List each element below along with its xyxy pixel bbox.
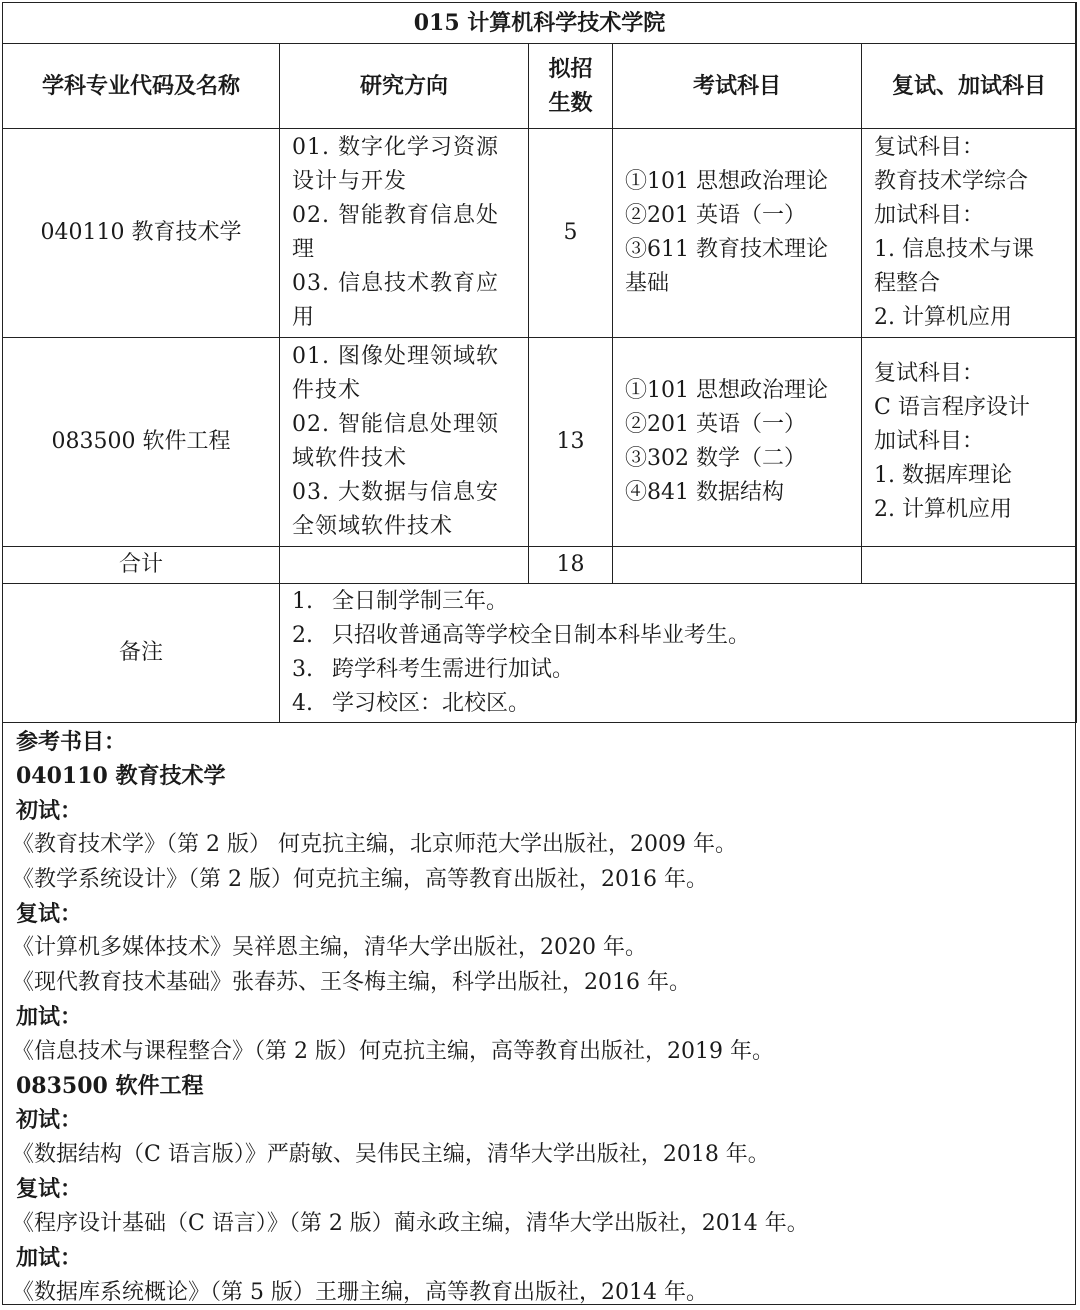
direction-line: 域软件技术 [292, 446, 408, 471]
reference-book: 《计算机多媒体技术》吴祥恩主编，清华大学出版社，2020 年。 [12, 935, 647, 961]
retest-line: C 语言程序设计 [874, 395, 1030, 420]
note-number: 3. [292, 657, 313, 682]
retest-line: 1. 数据库理论 [874, 463, 1012, 488]
exam-cell [613, 338, 862, 547]
note-text: 跨学科考生需进行加试。 [332, 657, 575, 682]
retest-line: 2. 计算机应用 [874, 305, 1012, 330]
notes-row [3, 584, 1077, 723]
exam-line: ②201 英语（一） [625, 412, 806, 437]
notes-content [280, 584, 1077, 723]
direction-line: 设计与开发 [292, 169, 408, 194]
note-text: 全日制学制三年。 [332, 589, 509, 614]
header-quota-line2: 生数 [548, 90, 593, 116]
direction-line: 01. 图像处理领域软 [292, 344, 499, 369]
exam-line: ①101 思想政治理论 [625, 378, 828, 403]
table-title: 015 计算机科学技术学院 [3, 3, 1077, 44]
direction-line: 03. 大数据与信息安 [292, 480, 499, 505]
reference-subheading: 加试： [16, 1004, 83, 1031]
reference-subheading: 复试： [16, 901, 83, 928]
direction-line: 全领域软件技术 [292, 514, 454, 539]
retest-line: 2. 计算机应用 [874, 497, 1012, 522]
exam-cell [613, 129, 862, 338]
reference-subheading: 复试： [16, 1176, 83, 1203]
note-text: 学习校区：北校区。 [332, 691, 531, 716]
direction-line: 03. 信息技术教育应 [292, 271, 499, 296]
notes-label: 备注 [3, 584, 280, 723]
admission-table [2, 2, 1077, 723]
reference-subheading: 加试： [16, 1245, 83, 1272]
reference-list [12, 759, 1076, 1310]
retest-line: 复试科目： [874, 135, 985, 160]
major-cell: 040110 教育技术学 [3, 129, 280, 338]
header-direction: 研究方向 [280, 44, 529, 129]
reference-book: 《数据结构（C 语言版）》严蔚敏、吴伟民主编，清华大学出版社，2018 年。 [12, 1141, 770, 1167]
reference-subheading: 初试： [16, 797, 83, 824]
direction-cell [280, 129, 529, 338]
note-number: 2. [292, 623, 313, 648]
retest-cell [862, 129, 1077, 338]
retest-line: 加试科目： [874, 429, 985, 454]
retest-line: 教育技术学综合 [874, 169, 1029, 194]
reference-book: 《程序设计基础（C 语言）》（第 2 版）蔺永政主编，清华大学出版社，2014 年。 [12, 1210, 809, 1236]
reference-book: 《现代教育技术基础》张春苏、王冬梅主编，科学出版社，2016 年。 [12, 969, 691, 995]
retest-line: 1. 信息技术与课 [874, 237, 1034, 262]
total-quota: 18 [529, 547, 613, 584]
exam-line: ①101 思想政治理论 [625, 169, 828, 194]
major-cell: 083500 软件工程 [3, 338, 280, 547]
exam-line: ④841 数据结构 [625, 480, 784, 505]
direction-line: 02. 智能信息处理领 [292, 412, 499, 437]
reference-book: 《信息技术与课程整合》（第 2 版）何克抗主编，高等教育出版社，2019 年。 [12, 1038, 774, 1064]
table-row [3, 129, 1077, 338]
note-text: 只招收普通高等学校全日制本科毕业考生。 [332, 623, 751, 648]
direction-line: 件技术 [292, 378, 362, 403]
reference-subheading: 初试： [16, 1107, 83, 1134]
quota-cell: 13 [529, 338, 613, 547]
reference-book: 《教育技术学》（第 2 版） 何克抗主编，北京师范大学出版社，2009 年。 [12, 832, 737, 858]
reference-book: 《教学系统设计》（第 2 版）何克抗主编，高等教育出版社，2016 年。 [12, 866, 708, 892]
reference-subheading: 083500 软件工程 [16, 1073, 204, 1100]
total-row [3, 547, 1077, 584]
total-empty-direction [280, 547, 529, 584]
retest-line: 加试科目： [874, 203, 985, 228]
direction-line: 01. 数字化学习资源 [292, 135, 499, 160]
reference-book: 《数据库系统概论》（第 5 版）王珊主编，高等教育出版社，2014 年。 [12, 1279, 708, 1305]
note-item [292, 687, 1066, 721]
quota-cell: 5 [529, 129, 613, 338]
direction-cell [280, 338, 529, 547]
note-number: 4. [292, 691, 313, 716]
exam-line: ③302 数学（二） [625, 446, 806, 471]
table-header-row [3, 44, 1077, 129]
total-empty-retest [862, 547, 1077, 584]
note-item [292, 585, 1066, 619]
note-item [292, 619, 1066, 653]
header-exam: 考试科目 [613, 44, 862, 129]
total-empty-exam [613, 547, 862, 584]
retest-line: 复试科目： [874, 361, 985, 386]
header-major: 学科专业代码及名称 [3, 44, 280, 129]
direction-line: 用 [292, 305, 316, 330]
table-row [3, 338, 1077, 547]
retest-line: 程整合 [874, 271, 941, 296]
exam-line: 基础 [625, 271, 670, 296]
direction-line: 02. 智能教育信息处 [292, 203, 499, 228]
reference-subheading: 040110 教育技术学 [16, 763, 226, 790]
total-label: 合计 [3, 547, 280, 584]
header-retest: 复试、加试科目 [862, 44, 1077, 129]
reference-section [2, 719, 1076, 1305]
header-quota [529, 44, 613, 129]
reference-heading: 参考书目： [16, 729, 127, 755]
retest-cell [862, 338, 1077, 547]
note-number: 1. [292, 589, 313, 614]
header-quota-line1: 拟招 [548, 56, 593, 82]
note-item [292, 653, 1066, 687]
exam-line: ③611 教育技术理论 [625, 237, 828, 262]
exam-line: ②201 英语（一） [625, 203, 806, 228]
direction-line: 理 [292, 237, 316, 262]
